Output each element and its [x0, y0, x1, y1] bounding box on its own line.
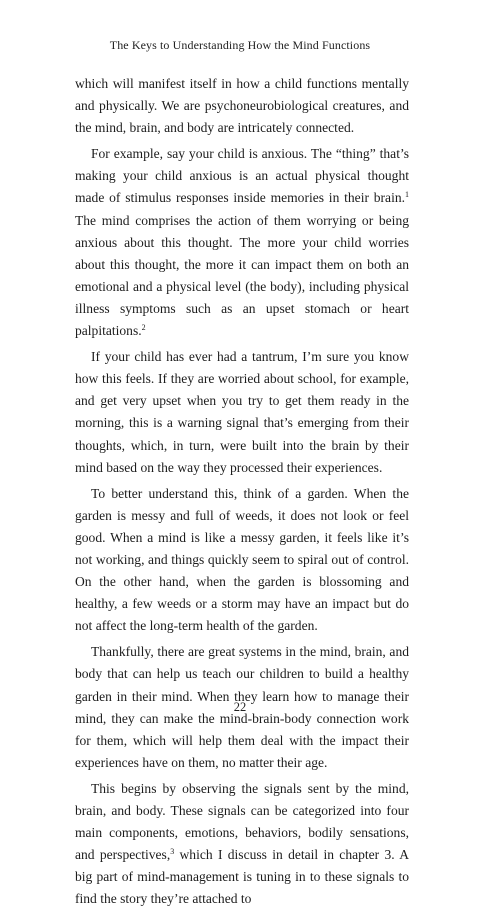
text-run: Thankfully, there are great systems in the mind, brain, and body that can help us teach our children to build a healthy garden in their mind. When they learn how to manage their mind, they can make the mind-brain-body connection work for them, which will help them deal with the impact their experiences have on them, no matter their age.: [75, 644, 409, 770]
paragraph: [75, 143, 409, 342]
body-text: [75, 73, 409, 910]
text-run: which will manifest itself in how a child functions mentally and physically. We are psychoneurobiological creatures, and the mind, brain, and body are intricately connected.: [75, 76, 409, 136]
text-run: If your child has ever had a tantrum, I’m sure you know how this feels. If they are worried about school, for example, and get very upset when you try to get them ready in the morning, this is a warning signal that’s emerging from their thoughts, which, in turn, were built into the brain by their mind based on the way they processed their experiences.: [75, 349, 409, 475]
footnote-reference[interactable]: 2: [141, 323, 146, 333]
paragraph: [75, 346, 409, 479]
paragraph: [75, 483, 409, 638]
running-head: The Keys to Understanding How the Mind Functions: [109, 38, 371, 52]
page-number: 22: [233, 700, 247, 714]
text-run: This begins by observing the signals sent by the mind, brain, and body. These signals can be categorized into four main components, emotions, behaviors, bodily sensations, and perspectives,: [75, 780, 409, 863]
footnote-reference[interactable]: 3: [170, 847, 175, 857]
text-run: For example, say your child is anxious. The “thing” that’s making your child anxious is an actual physical thought made of stimulus responses inside memories in their brain.: [75, 146, 409, 206]
text-run: To better understand this, think of a garden. When the garden is messy and full of weeds, it does not look or feel good. When a mind is like a messy garden, it feels like it’s not working, and things quickly seem to spiral out of control. On the other hand, when the garden is blossoming and healthy, a few weeds or a storm may have an impact but do not affect the long-term health of the garden.: [75, 485, 409, 634]
paragraph: [75, 73, 409, 139]
text-run: which I discuss in detail in chapter 3. A big part of mind-management is tuning in to these signals to find the story they’re attached to: [75, 847, 409, 907]
text-run: The mind comprises the action of them worrying or being anxious about this thought. The more your child worries about this thought, the more it can impact them on both an emotional and a physical level (the body), including physical illness symptoms such as an upset stomach or heart palpitations.: [75, 212, 409, 339]
footnote-reference[interactable]: 1: [405, 190, 409, 200]
paragraph: [75, 778, 409, 910]
